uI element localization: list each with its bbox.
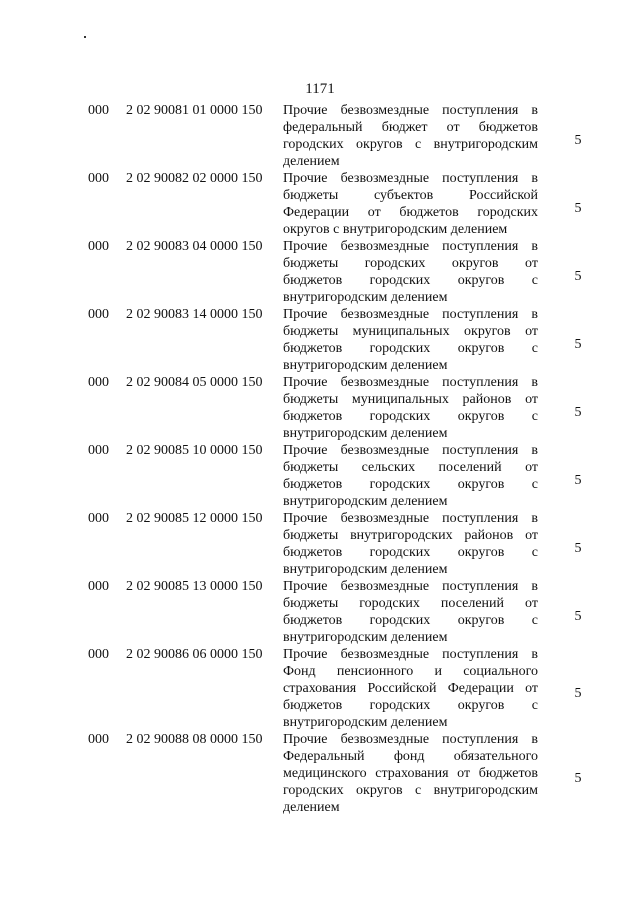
distribution-percent: 5 <box>574 269 582 284</box>
distribution-percent: 5 <box>574 609 582 624</box>
budget-classification-code: 2 02 90085 12 0000 150 <box>126 511 263 526</box>
description-line: внутригородским делением <box>283 715 448 730</box>
admin-code: 000 <box>88 307 109 322</box>
description-line: бюджетов городских округов с <box>283 545 538 560</box>
description-line: Прочие безвозмездные поступления в <box>283 443 538 458</box>
table-row <box>88 510 588 578</box>
description-line: Прочие безвозмездные поступления в <box>283 171 538 186</box>
admin-code: 000 <box>88 647 109 662</box>
description-line: Прочие безвозмездные поступления в <box>283 732 538 747</box>
description-line: округов с внутригородским делением <box>283 222 508 237</box>
table-row <box>88 578 588 646</box>
admin-code: 000 <box>88 579 109 594</box>
description-line: бюджеты сельских поселений от <box>283 460 538 475</box>
budget-classification-code: 2 02 90088 08 0000 150 <box>126 732 263 747</box>
description-line: бюджетов городских округов с <box>283 613 538 628</box>
description-line: федеральный бюджет от бюджетов <box>283 120 538 135</box>
description-line: Прочие безвозмездные поступления в <box>283 239 538 254</box>
description-line: бюджетов городских округов с <box>283 477 538 492</box>
description-line: Прочие безвозмездные поступления в <box>283 103 538 118</box>
description-line: внутригородским делением <box>283 358 448 373</box>
distribution-percent: 5 <box>574 337 582 352</box>
distribution-percent: 5 <box>574 473 582 488</box>
page-number: 1171 <box>305 81 335 97</box>
description-line: бюджеты муниципальных округов от <box>283 324 538 339</box>
description-line: внутригородским делением <box>283 426 448 441</box>
budget-classification-code: 2 02 90082 02 0000 150 <box>126 171 263 186</box>
table-row <box>88 731 588 816</box>
description-line: бюджеты внутригородских районов от <box>283 528 538 543</box>
description-line: Прочие безвозмездные поступления в <box>283 511 538 526</box>
revenue-description <box>283 646 538 731</box>
scan-speck <box>84 36 86 38</box>
table-row <box>88 306 588 374</box>
revenue-description <box>283 306 538 374</box>
description-line: бюджетов городских округов с <box>283 698 538 713</box>
revenue-description <box>283 238 538 306</box>
distribution-percent: 5 <box>574 541 582 556</box>
revenue-description <box>283 374 538 442</box>
description-line: внутригородским делением <box>283 494 448 509</box>
description-line: Федерации от бюджетов городских <box>283 205 538 220</box>
distribution-percent: 5 <box>574 133 582 148</box>
description-line: делением <box>283 800 340 815</box>
description-line: Прочие безвозмездные поступления в <box>283 307 538 322</box>
budget-classification-code: 2 02 90083 04 0000 150 <box>126 239 263 254</box>
description-line: делением <box>283 154 340 169</box>
distribution-percent: 5 <box>574 685 582 701</box>
description-line: медицинского страхования от бюджетов <box>283 766 538 781</box>
table-row <box>88 442 588 510</box>
budget-classification-code: 2 02 90081 01 0000 150 <box>126 103 263 118</box>
description-line: городских округов с внутригородским <box>283 137 538 152</box>
description-line: страхования Российской Федерации от <box>283 681 538 696</box>
revenue-description <box>283 442 538 510</box>
table-row <box>88 170 588 238</box>
revenue-codes-table <box>88 102 588 816</box>
budget-classification-code: 2 02 90084 05 0000 150 <box>126 375 263 390</box>
table-row <box>88 102 588 170</box>
admin-code: 000 <box>88 375 109 390</box>
budget-classification-code: 2 02 90085 13 0000 150 <box>126 579 263 594</box>
distribution-percent: 5 <box>574 770 582 786</box>
description-line: Фонд пенсионного и социального <box>283 664 538 679</box>
description-line: бюджеты городских поселений от <box>283 596 538 611</box>
table-row <box>88 238 588 306</box>
description-line: внутригородским делением <box>283 562 448 577</box>
description-line: бюджетов городских округов с <box>283 409 538 424</box>
description-line: внутригородским делением <box>283 630 448 645</box>
revenue-description <box>283 170 538 238</box>
budget-classification-code: 2 02 90083 14 0000 150 <box>126 307 263 322</box>
description-line: бюджетов городских округов с <box>283 341 538 356</box>
admin-code: 000 <box>88 103 109 118</box>
description-line: Прочие безвозмездные поступления в <box>283 579 538 594</box>
description-line: Федеральный фонд обязательного <box>283 749 538 764</box>
admin-code: 000 <box>88 732 109 747</box>
distribution-percent: 5 <box>574 405 582 420</box>
description-line: бюджеты городских округов от <box>283 256 538 271</box>
description-line: бюджетов городских округов с <box>283 273 538 288</box>
description-line: городских округов с внутригородским <box>283 783 538 798</box>
budget-classification-code: 2 02 90085 10 0000 150 <box>126 443 263 458</box>
description-line: Прочие безвозмездные поступления в <box>283 375 538 390</box>
admin-code: 000 <box>88 171 109 186</box>
admin-code: 000 <box>88 239 109 254</box>
table-row <box>88 374 588 442</box>
revenue-description <box>283 510 538 578</box>
description-line: Прочие безвозмездные поступления в <box>283 647 538 662</box>
revenue-description <box>283 578 538 646</box>
distribution-percent: 5 <box>574 201 582 216</box>
budget-classification-code: 2 02 90086 06 0000 150 <box>126 647 263 662</box>
table-row <box>88 646 588 731</box>
admin-code: 000 <box>88 511 109 526</box>
admin-code: 000 <box>88 443 109 458</box>
revenue-description <box>283 102 538 170</box>
description-line: внутригородским делением <box>283 290 448 305</box>
revenue-description <box>283 731 538 816</box>
description-line: бюджеты субъектов Российской <box>283 188 538 203</box>
description-line: бюджеты муниципальных районов от <box>283 392 538 407</box>
